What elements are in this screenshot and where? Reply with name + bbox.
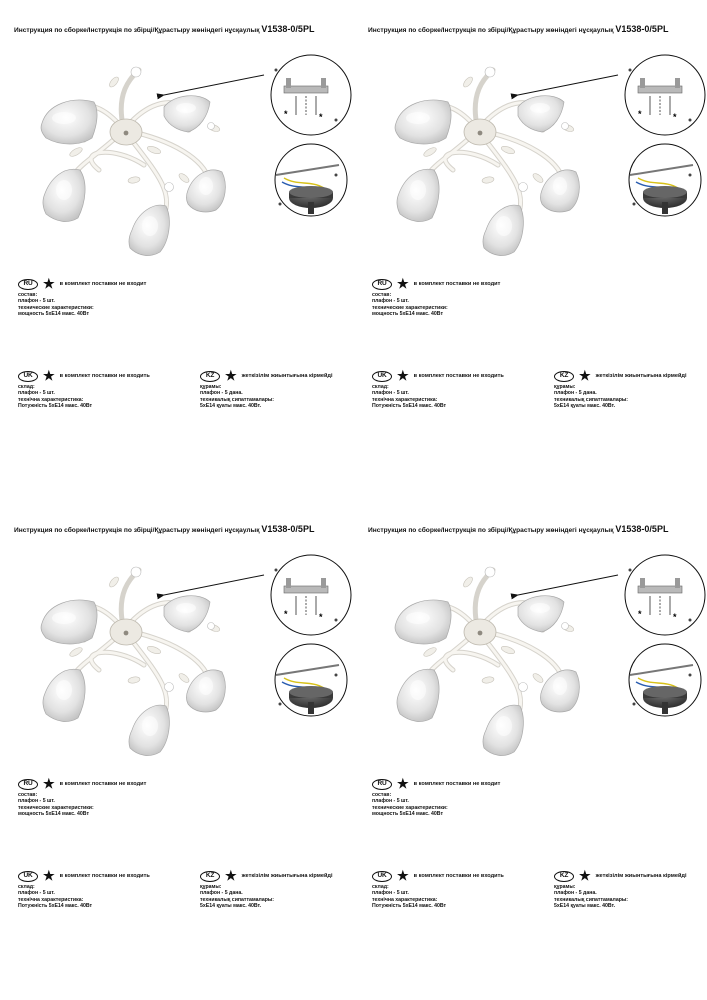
not-included-star-icon: ★: [43, 776, 55, 791]
lamp-illustration: [14, 520, 354, 770]
ru-badge: RU: [372, 779, 392, 790]
mounting-bracket-icon: [271, 555, 351, 635]
ru-line: плафон - 5 шт.: [18, 298, 55, 305]
uk-line: Потужність 5хЕ14 макс. 40Вт: [18, 402, 93, 409]
not-included-star-icon: ★: [397, 276, 409, 291]
uk-line: технічна характеристика:: [372, 896, 438, 903]
kz-line: техникалық сипаттамалары:: [554, 396, 629, 403]
model-number: V1538-0/5PL: [261, 524, 315, 534]
kz-badge: KZ: [554, 871, 574, 882]
ru-line: плафон - 5 шт.: [372, 298, 409, 305]
kz-badge: KZ: [554, 371, 574, 382]
uk-not-included-note: в комплект поставки не входить: [413, 372, 504, 379]
ru-badge: RU: [372, 279, 392, 290]
uk-line: технічна характеристика:: [372, 396, 438, 403]
kz-line: құрамы:: [200, 884, 222, 890]
svg-text:*: *: [284, 109, 288, 119]
uk-line: склад:: [372, 384, 389, 390]
uk-badge: UK: [372, 871, 392, 882]
kz-section: [554, 370, 687, 409]
uk-badge: UK: [18, 371, 38, 382]
ru-section: [372, 778, 500, 817]
ru-not-included-note: в комплект поставки не входит: [59, 280, 147, 287]
not-included-star-icon: ★: [579, 368, 591, 383]
kz-not-included-note: жеткізілім жиынтығына кірмейді: [595, 872, 687, 879]
ru-line: технические характеристики:: [372, 804, 448, 811]
kz-line: 5хЕ14 қуаты макс. 40Вт.: [554, 902, 616, 909]
model-number: V1538-0/5PL: [615, 524, 669, 534]
ru-line: технические характеристики:: [372, 304, 448, 311]
kz-not-included-note: жеткізілім жиынтығына кірмейді: [241, 872, 333, 879]
uk-line: плафон - 5 шт.: [372, 890, 409, 897]
pointer-arrow-icon: [164, 75, 264, 95]
ru-section: [18, 278, 146, 317]
uk-line: Потужність 5хЕ14 макс. 40Вт: [18, 902, 93, 909]
kz-badge: KZ: [200, 871, 220, 882]
uk-badge: UK: [18, 871, 38, 882]
uk-line: плафон - 5 шт.: [18, 390, 55, 397]
uk-line: технічна характеристика:: [18, 896, 84, 903]
not-included-star-icon: ★: [579, 868, 591, 883]
lamp-illustration: [14, 20, 354, 270]
ru-line: состав:: [18, 792, 38, 798]
not-included-star-icon: ★: [225, 368, 237, 383]
uk-line: плафон - 5 шт.: [18, 890, 55, 897]
ru-line: мощность 5хЕ14 макс. 40Вт: [18, 810, 89, 817]
ru-not-included-note: в комплект поставки не входит: [413, 280, 501, 287]
kz-line: техникалық сипаттамалары:: [200, 396, 275, 403]
ru-line: плафон - 5 шт.: [372, 798, 409, 805]
uk-not-included-note: в комплект поставки не входить: [413, 872, 504, 879]
lamp-illustration: [368, 20, 707, 270]
uk-line: Потужність 5хЕ14 макс. 40Вт: [372, 402, 447, 409]
not-included-star-icon: ★: [225, 868, 237, 883]
kz-line: плафон - 5 дана.: [554, 890, 597, 897]
ru-section: [372, 278, 500, 317]
not-included-star-icon: ★: [397, 368, 409, 383]
kz-not-included-note: жеткізілім жиынтығына кірмейді: [595, 372, 687, 379]
ru-section: [18, 778, 146, 817]
kz-line: плафон - 5 дана.: [200, 390, 243, 397]
not-included-star-icon: ★: [43, 276, 55, 291]
instruction-panel: [368, 520, 707, 990]
ceiling-canopy-icon: [275, 144, 347, 216]
uk-section: [372, 370, 504, 409]
kz-line: құрамы:: [554, 384, 576, 390]
not-included-star-icon: ★: [397, 776, 409, 791]
ru-line: состав:: [18, 292, 38, 298]
uk-line: склад:: [18, 384, 35, 390]
kz-line: техникалық сипаттамалары:: [554, 896, 629, 903]
mounting-bracket-icon: [271, 55, 351, 135]
uk-line: технічна характеристика:: [18, 396, 84, 403]
uk-section: [372, 870, 504, 909]
title-text: Инструкция по сборке/Інструкція по збірці/Құрастыру жөніндегі нұсқаулық: [14, 527, 260, 534]
kz-line: плафон - 5 дана.: [200, 890, 243, 897]
pointer-arrow-icon: [518, 75, 618, 95]
svg-text:*: *: [319, 612, 323, 622]
kz-line: құрамы:: [200, 384, 222, 390]
instruction-panel: [14, 20, 354, 490]
kz-line: техникалық сипаттамалары:: [200, 896, 275, 903]
uk-not-included-note: в комплект поставки не входить: [59, 872, 150, 879]
ru-not-included-note: в комплект поставки не входит: [59, 780, 147, 787]
kz-section: [200, 370, 333, 409]
mounting-bracket-icon: [625, 555, 705, 635]
mounting-bracket-icon: [625, 55, 705, 135]
ru-not-included-note: в комплект поставки не входит: [413, 780, 501, 787]
ru-badge: RU: [18, 279, 38, 290]
kz-not-included-note: жеткізілім жиынтығына кірмейді: [241, 372, 333, 379]
ru-line: мощность 5хЕ14 макс. 40Вт: [372, 810, 443, 817]
model-number: V1538-0/5PL: [615, 24, 669, 34]
model-number: V1538-0/5PL: [261, 24, 315, 34]
ceiling-canopy-icon: [629, 144, 701, 216]
uk-line: склад:: [18, 884, 35, 890]
uk-badge: UK: [372, 371, 392, 382]
ru-line: плафон - 5 шт.: [18, 798, 55, 805]
svg-text:*: *: [673, 112, 677, 122]
not-included-star-icon: ★: [397, 868, 409, 883]
ru-line: технические характеристики:: [18, 304, 94, 311]
pointer-arrow-icon: [164, 575, 264, 595]
instruction-panel: [14, 520, 354, 990]
kz-line: 5хЕ14 қуаты макс. 40Вт.: [200, 402, 262, 409]
uk-line: Потужність 5хЕ14 макс. 40Вт: [372, 902, 447, 909]
pointer-arrow-icon: [518, 575, 618, 595]
svg-text:*: *: [673, 612, 677, 622]
lamp-illustration: [368, 520, 707, 770]
kz-line: плафон - 5 дана.: [554, 390, 597, 397]
ru-line: состав:: [372, 792, 392, 798]
kz-section: [554, 870, 687, 909]
kz-line: 5хЕ14 қуаты макс. 40Вт.: [200, 902, 262, 909]
ru-badge: RU: [18, 779, 38, 790]
uk-not-included-note: в комплект поставки не входить: [59, 372, 150, 379]
svg-text:*: *: [638, 609, 642, 619]
svg-text:*: *: [638, 109, 642, 119]
kz-section: [200, 870, 333, 909]
kz-line: құрамы:: [554, 884, 576, 890]
uk-section: [18, 370, 150, 409]
ceiling-canopy-icon: [275, 644, 347, 716]
title-text: Инструкция по сборке/Інструкція по збірці/Құрастыру жөніндегі нұсқаулық: [14, 27, 260, 34]
instruction-panel: [368, 20, 707, 490]
kz-line: 5хЕ14 қуаты макс. 40Вт.: [554, 402, 616, 409]
uk-section: [18, 870, 150, 909]
uk-line: плафон - 5 шт.: [372, 390, 409, 397]
svg-text:*: *: [319, 112, 323, 122]
ru-line: технические характеристики:: [18, 804, 94, 811]
kz-badge: KZ: [200, 371, 220, 382]
title-text: Инструкция по сборке/Інструкція по збірці/Құрастыру жөніндегі нұсқаулық: [368, 27, 614, 34]
svg-text:*: *: [284, 609, 288, 619]
uk-line: склад:: [372, 884, 389, 890]
not-included-star-icon: ★: [43, 368, 55, 383]
ru-line: мощность 5хЕ14 макс. 40Вт: [372, 310, 443, 317]
ceiling-canopy-icon: [629, 644, 701, 716]
ru-line: мощность 5хЕ14 макс. 40Вт: [18, 310, 89, 317]
not-included-star-icon: ★: [43, 868, 55, 883]
title-text: Инструкция по сборке/Інструкція по збірці/Құрастыру жөніндегі нұсқаулық: [368, 527, 614, 534]
ru-line: состав:: [372, 292, 392, 298]
